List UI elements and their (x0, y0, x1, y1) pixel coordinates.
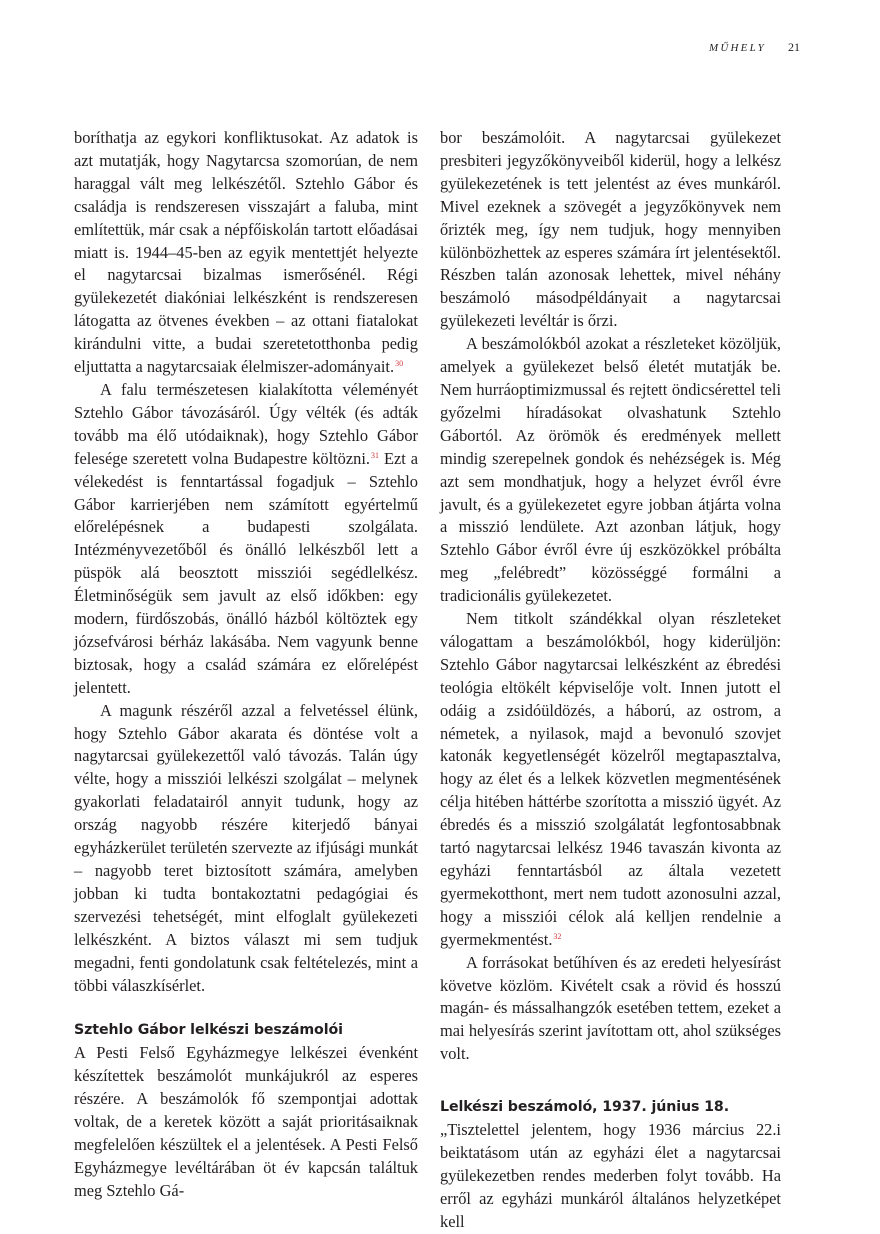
paragraph-text: „Tisztelettel jelentem, hogy 1936 március 22.i beiktatásom után az egyházi élet a nagytarcsai gyülekezetben rendes mederben folyt tovább. Ha erről az egyházi munkáról általános helyzetképet kell (440, 1120, 781, 1231)
paragraph (74, 379, 418, 700)
footnote-marker[interactable]: 30 (395, 359, 404, 369)
paragraph (440, 333, 781, 608)
paragraph-text: A magunk részéről azzal a felvetéssel élünk, hogy Sztehlo Gábor akarata és döntése volt a nagytarcsai gyülekezettől való távozás. Talán úgy vélte, hogy a missziói lelkészi szolgálat – melynek gyakorlati feladatairól annyit tudunk, hogy az ország nagyobb részére kiterjedő bányai egyházkerület területén szervezte az ifjúsági munkát – nagyobb teret biztosított számára, amelyben jobban ki tudta bontakoztatni pedagógiai és szervezési tehetségét, mint elfoglalt gyülekezeti lelkészként. A biztos választ mi sem tudjuk megadni, fenti gondolatunk csak feltételezés, mint a többi válaszkísérlet. (74, 700, 418, 995)
paragraph-text: boríthatja az egykori konfliktusokat. Az adatok is azt mutatják, hogy Nagytarcsa szomorúan, de nem haraggal vált meg lelkészétől. Sztehlo Gábor és családja is rendszeresen visszajárt a faluba, mint említettük, már csak a népfőiskolán tartott előadásai miatt is. 1944–45-ben az egyik mentettjét helyezte el nagytarcsai bizalmas ismerősénél. Régi gyülekezetét diakóniai lelkészként is rendszeresen látogatta az ötvenes években – az ottani fiatalokat kirándulni vitte, a budai szeretetotthonba pedig eljuttatta a nagytarcsaiak élelmiszer-adományait. (74, 128, 418, 377)
paragraph (74, 127, 418, 379)
spacer (440, 1066, 781, 1096)
left-column (74, 127, 418, 1203)
paragraph-text: Ezt a vélekedést is fenntartással fogadjuk – Sztehlo Gábor karrierjében nem számított egyértelmű előrelépésnek a budapesti szolgálata. Intézményvezetőből és önálló lelkészből lett a püspök alá beosztott missziói segédlelkész. Életminőségük sem javult az első időkben: egy modern, fürdőszobás, önálló házból költöztek egy józsefvárosi bérház lakásába. Nem vagyunk benne biztosak, hogy a család számára ez előrelépést jelentett. (74, 448, 419, 697)
section-heading: Sztehlo Gábor lelkészi beszámolói (74, 1022, 343, 1039)
footnote-marker[interactable]: 31 (371, 450, 380, 460)
paragraph-text: A falu természetesen kialakította véleményét Sztehlo Gábor távozásáról. Úgy vélték (és adták tovább ma élő utódaiknak), hogy Sztehlo Gábor felesége szeretett volna Budapestre költözni. (74, 379, 418, 468)
paragraph (74, 1042, 418, 1202)
paragraph-text: A beszámolókból azokat a részleteket közöljük, amelyek a gyülekezet belső életét mutatják be. Nem hurráoptimizmussal és rejtett öndicsérettel teli győzelmi híradásokat olvashatunk Sztehlo Gábortól. Az örömök és eredmények mellett mindig szerepelnek gondok és nehézségek is. Még azt sem mondhatjuk, hogy a helyzet évről évre javult, és a gyülekezetet egyre jobban átjárta volna a misszió lendülete. Azt azonban látjuk, hogy Sztehlo Gábor évről évre új eszközökkel próbálta meg „felébredt” közösséggé formálni a tradicionális gyülekezetet. (440, 334, 781, 606)
paragraph-text: Nem titkolt szándékkal olyan részleteket válogattam a beszámolókból, hogy kiderüljön: Sztehlo Gábor nagytarcsai lelkészként az ébredési teológia eltökélt képviselője volt. Innen jutott el odáig a zsidóüldözés, a háború, az ostrom, a németek, a nyilasok, majd a bevonuló szovjet katonák kegyetlenségét közelről megtapasztalva, hogy az élet és a lelkek közvetlen megmentésének célja hitében háttérbe szorította a misszió ügyét. Az ébredés és a misszió szolgálatát legfontosabbnak tartó nagytarcsai lelkész 1946 tavaszán kivonta az egyházi fenntartásból az általa vezetett gyermekotthont, mert nem tudott azonosulni azzal, hogy a missziói célok alá kelljen rendelnie a gyermekmentést. (440, 609, 781, 949)
paragraph-text: A forrásokat betűhíven és az eredeti helyesírást követve közlöm. Kivételt csak a rövid és hosszú magán- és mássalhangzók esetében tettem, ezeket a mai helyesírás szerint javítottam ott, ahol szükséges volt. (440, 952, 781, 1064)
paragraph (74, 700, 418, 998)
paragraph (440, 608, 781, 952)
running-head (709, 40, 800, 55)
paragraph (440, 952, 781, 1067)
section-heading: Lelkészi beszámoló, 1937. június 18. (440, 1099, 729, 1116)
paragraph (440, 1119, 781, 1234)
footnote-marker[interactable]: 32 (553, 931, 562, 941)
paragraph-text: bor beszámolóit. A nagytarcsai gyülekezet presbiteri jegyzőkönyveiből kiderül, hogy a lelkész gyülekezetének is tett jelentést az éves munkáról. Mivel ezeknek a szövegét a jegyzőkönyvek nem őrizték meg, így nem tudjuk, hogy mennyiben különbözhettek az esperes számára írt jelentésektől. Részben talán azonosak lehettek, mivel néhány beszámoló másodpéldányait a nagytarcsai gyülekezeti levéltár is őrzi. (440, 128, 781, 331)
paragraph-text: A Pesti Felső Egyházmegye lelkészei évenként készítettek beszámolót munkájukról az esperes részére. A beszámolók fő szempontjai adottak voltak, de a keretek között a saját prioritásaiknak megfelelően készültek el a jelentések. A Pesti Felső Egyházmegye levéltárában öt év kapcsán találtuk meg Sztehlo Gá- (74, 1043, 418, 1200)
paragraph (440, 127, 781, 333)
page-number: 21 (788, 40, 800, 54)
section-name: MŰHELY (709, 42, 766, 54)
right-column (440, 127, 781, 1234)
spacer (74, 997, 418, 1019)
